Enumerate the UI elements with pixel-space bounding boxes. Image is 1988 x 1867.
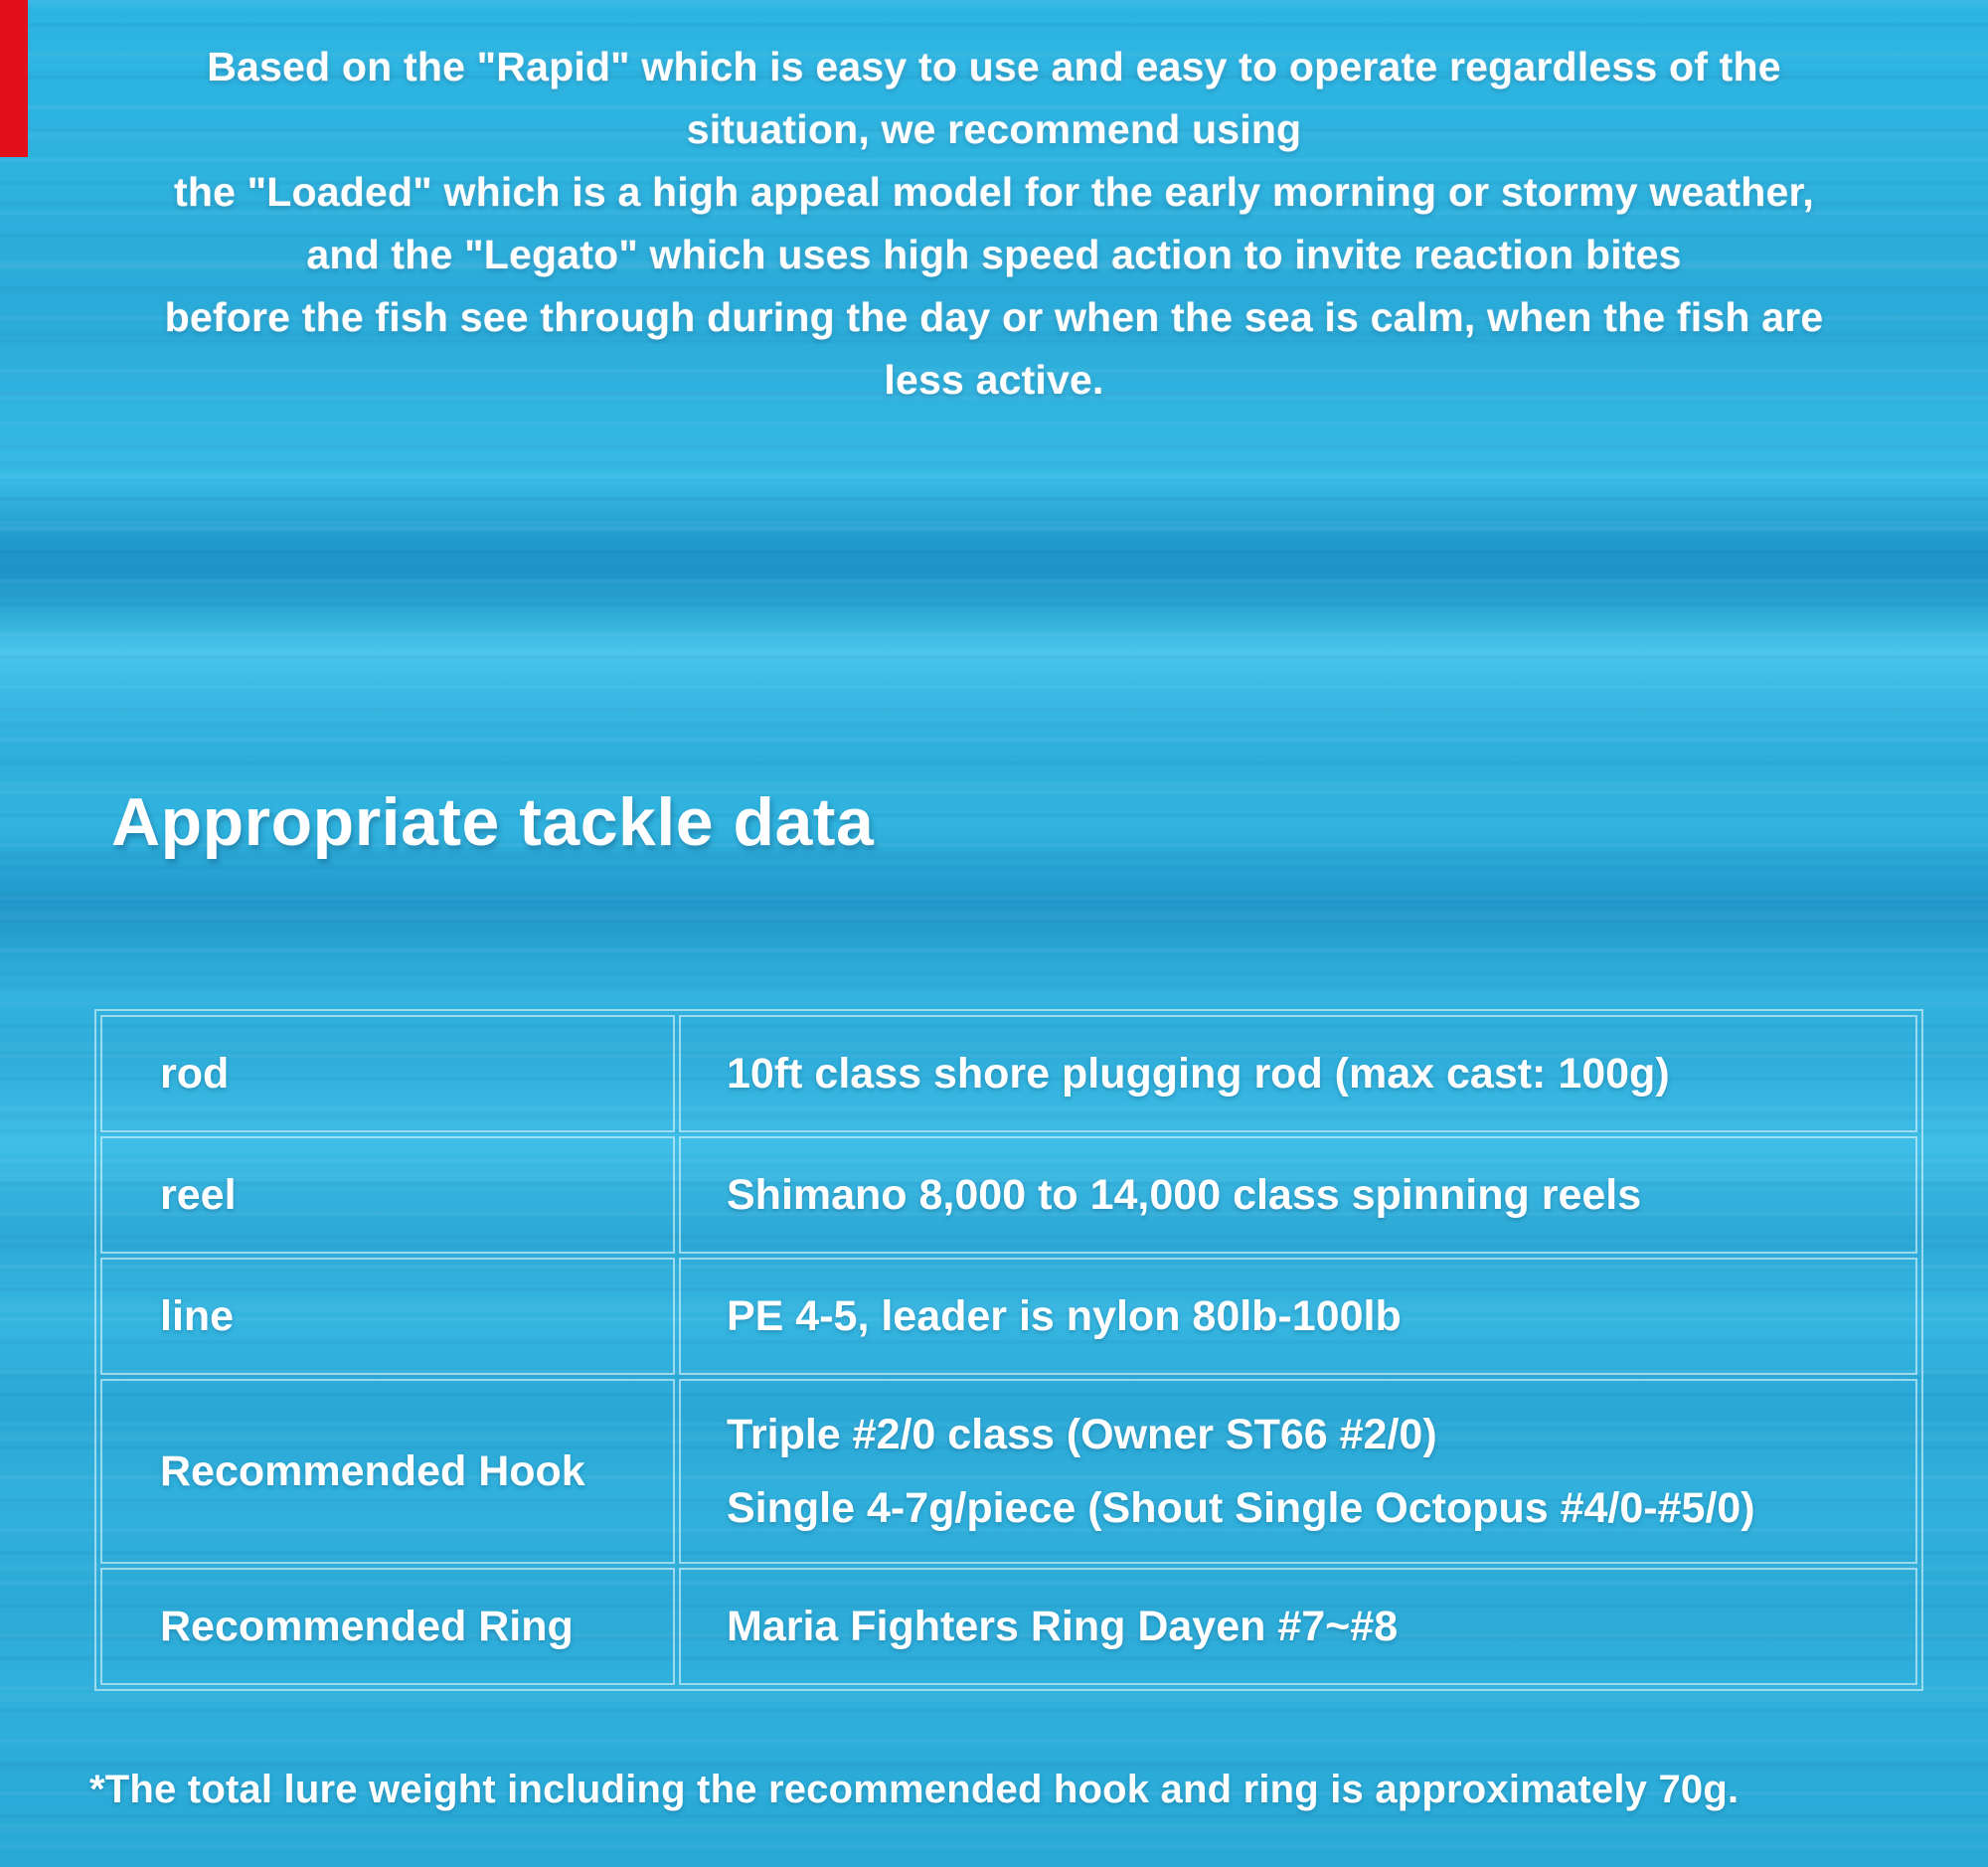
- table-row-reel: [100, 1136, 1917, 1254]
- table-row-recommended-hook: [100, 1379, 1917, 1564]
- table-row-line: [100, 1258, 1917, 1375]
- row-label: Recommended Hook: [100, 1379, 675, 1564]
- row-value-line: PE 4-5, leader is nylon 80lb-100lb: [727, 1292, 1402, 1340]
- row-value: [679, 1258, 1917, 1375]
- row-value: [679, 1568, 1917, 1685]
- intro-line: before the fish see through during the day or when the sea is calm, when the fish are: [164, 294, 1824, 340]
- row-label: Recommended Ring: [100, 1568, 675, 1685]
- footnote: *The total lure weight including the recommended hook and ring is approximately 70g.: [89, 1768, 1740, 1811]
- intro-line: and the "Legato" which uses high speed action to invite reaction bites: [306, 232, 1682, 277]
- row-value: [679, 1379, 1917, 1564]
- row-value-line: Maria Fighters Ring Dayen #7~#8: [727, 1603, 1399, 1650]
- row-value: [679, 1015, 1917, 1132]
- row-value-line: Shimano 8,000 to 14,000 class spinning reels: [727, 1171, 1642, 1219]
- row-label: rod: [100, 1015, 675, 1132]
- intro-line: less active.: [884, 357, 1104, 403]
- table-row-recommended-ring: [100, 1568, 1917, 1685]
- row-value-line: 10ft class shore plugging rod (max cast: 100g): [727, 1050, 1670, 1098]
- intro-line: Based on the "Rapid" which is easy to use and easy to operate regardless of the: [207, 44, 1781, 89]
- row-label: line: [100, 1258, 675, 1375]
- row-value-line: Triple #2/0 class (Owner ST66 #2/0): [727, 1411, 1437, 1458]
- row-value: [679, 1136, 1917, 1254]
- intro-line: situation, we recommend using: [686, 106, 1302, 152]
- table-row-rod: [100, 1015, 1917, 1132]
- intro-paragraph: [0, 36, 1988, 412]
- row-value-line: Single 4-7g/piece (Shout Single Octopus #4/0-#5/0): [727, 1484, 1755, 1532]
- tackle-data-table: [94, 1009, 1923, 1691]
- section-title: Appropriate tackle data: [111, 784, 875, 860]
- row-label: reel: [100, 1136, 675, 1254]
- intro-line: the "Loaded" which is a high appeal model for the early morning or stormy weather,: [173, 169, 1815, 215]
